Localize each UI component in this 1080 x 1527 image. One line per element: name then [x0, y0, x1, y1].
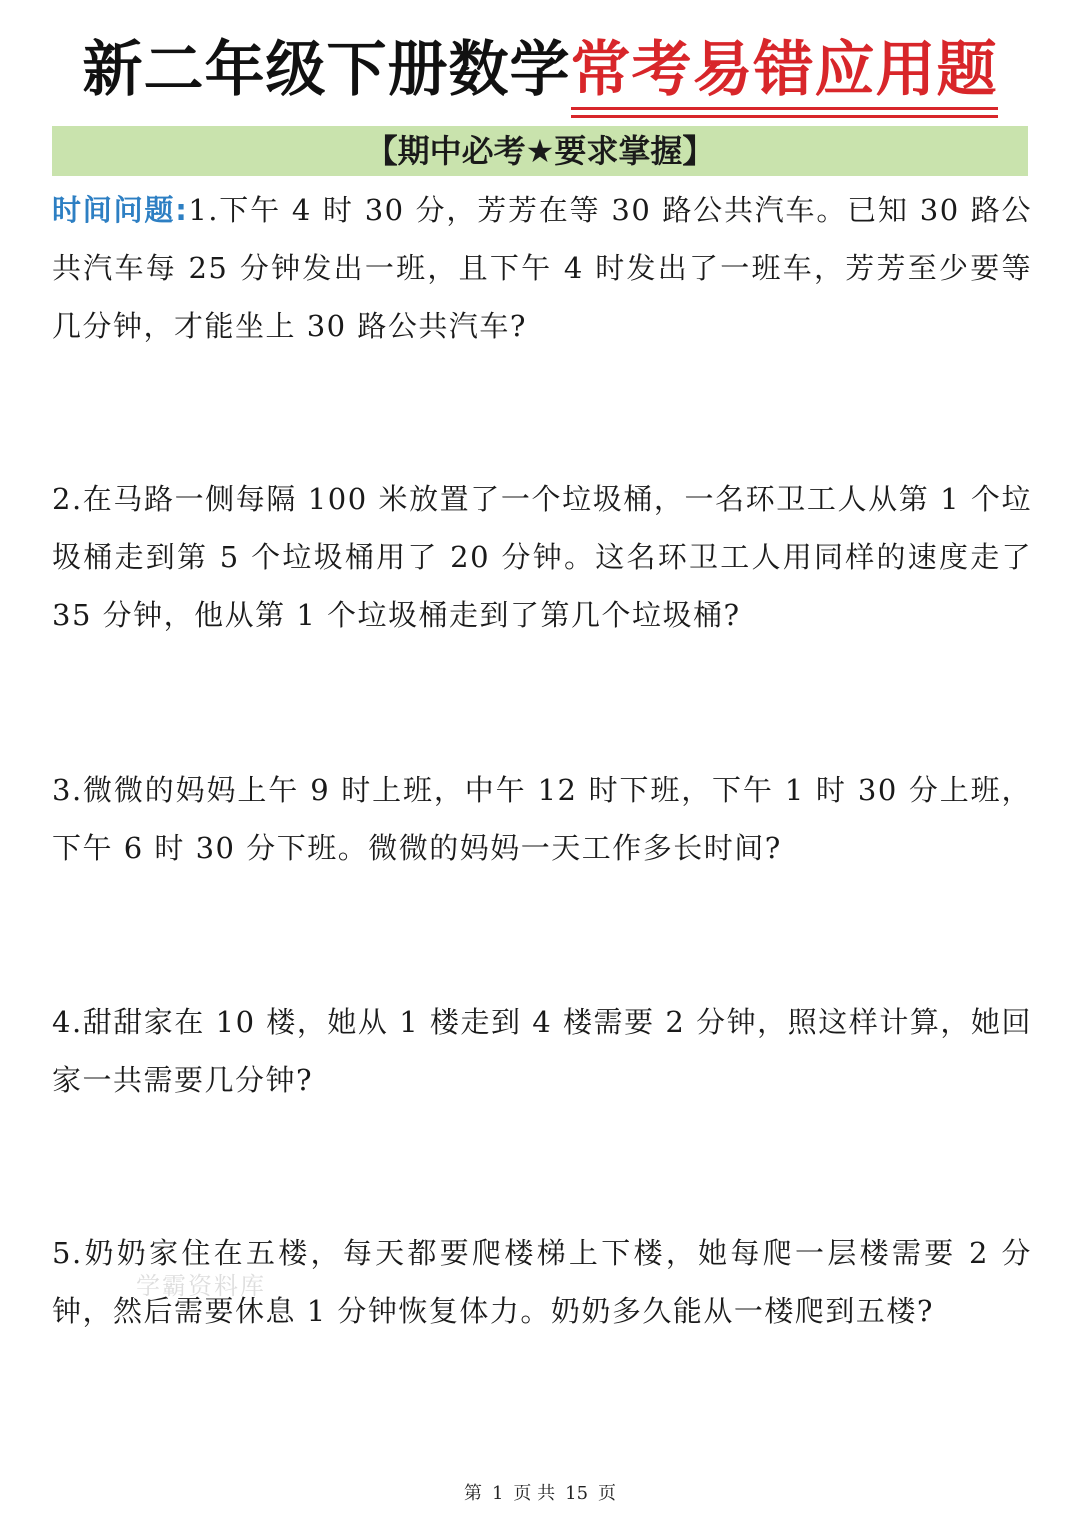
question-5-text: 5.奶奶家住在五楼，每天都要爬楼梯上下楼，她每爬一层楼需要 2 分钟，然后需要休息 1 分钟恢复体力。奶奶多久能从一楼爬到五楼? [52, 1236, 1032, 1328]
question-2 [52, 470, 1032, 644]
title-underline [571, 107, 998, 110]
question-3-text: 3.微微的妈妈上午 9 时上班，中午 12 时下班，下午 1 时 30 分上班，下午 6 时 30 分下班。微微的妈妈一天工作多长时间? [52, 773, 1032, 865]
question-3 [52, 761, 1032, 877]
question-1-text: 1.下午 4 时 30 分，芳芳在等 30 路公共汽车。已知 30 路公共汽车每 25 分钟发出一班，且下午 4 时发出了一班车，芳芳至少要等几分钟，才能坐上 30 路公共汽车? [52, 193, 1032, 343]
question-4-text: 4.甜甜家在 10 楼，她从 1 楼走到 4 楼需要 2 分钟，照这样计算，她回家一共需要几分钟? [52, 1005, 1032, 1097]
page-footer [0, 1480, 1080, 1508]
question-4 [52, 993, 1032, 1109]
watermark: 学霸资料库 [136, 1272, 266, 1300]
title-highlight-text: 常考易错应用题 [570, 35, 998, 105]
footer-total-pages: 15 [565, 1483, 589, 1504]
title-highlight [571, 28, 998, 112]
topic-label: 时间问题: [52, 193, 189, 227]
title-main: 新二年级下册数学 [82, 35, 571, 105]
question-1 [52, 181, 1032, 355]
subtitle-banner: 【期中必考★要求掌握】 [52, 126, 1028, 176]
question-2-text: 2.在马路一侧每隔 100 米放置了一个垃圾桶，一名环卫工人从第 1 个垃圾桶走到第 5 个垃圾桶用了 20 分钟。这名环卫工人用同样的速度走了 35 分钟，他从第 1 个垃圾桶走到了第几个垃圾桶? [52, 482, 1032, 632]
title-underline-second [571, 115, 998, 118]
page-title [0, 28, 1080, 112]
footer-suffix: 页 [598, 1483, 617, 1504]
footer-mid: 页 共 [513, 1483, 556, 1504]
footer-current-page: 1 [491, 1483, 504, 1504]
footer-prefix: 第 [463, 1483, 482, 1504]
